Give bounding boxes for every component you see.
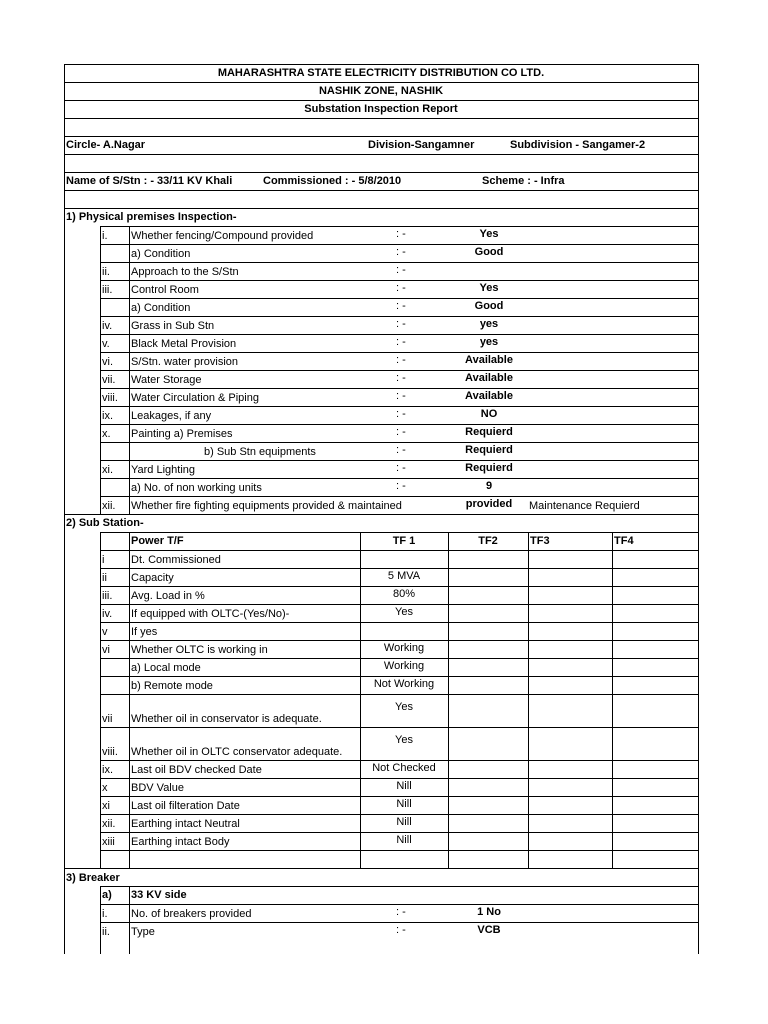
item-value: Yes [479,282,499,294]
tf1-value: Nill [396,834,412,846]
row-divider [100,694,698,695]
item-number: vi [102,644,110,656]
item-value: provided [465,498,513,510]
column-divider [612,532,613,868]
division-label: Division-Sangamner [368,139,475,151]
tf1-value: Not Working [373,678,435,690]
tf1-value: Working [383,642,425,654]
item-label: Type [131,926,155,938]
item-number: xiii [102,836,115,848]
item-label: If yes [131,626,158,638]
tf2-header: TF2 [478,535,498,547]
item-label: Grass in Sub Stn [131,320,215,332]
item-label: Earthing intact Neutral [131,818,240,830]
tf3-header: TF3 [530,535,550,547]
column-divider [100,532,101,868]
subdivision-label: Subdivision - Sangamer-2 [510,139,646,151]
tf-header-label: Power T/F [131,535,184,547]
separator: : - [396,228,406,240]
scheme-label: Scheme : - Infra [482,175,565,187]
item-value: NO [480,408,498,420]
item-value: 1 No [477,906,501,918]
item-label: BDV Value [131,782,184,794]
item-number: viii. [102,392,118,404]
section3-title: 3) Breaker [66,872,120,884]
item-label: No. of breakers provided [131,908,252,920]
row-divider [64,64,698,65]
item-value: Good [474,246,504,258]
item-remark: Maintenance Requierd [529,500,640,512]
report-title: Substation Inspection Report [304,103,458,115]
item-label: Water Storage [131,374,202,386]
tf1-value: Yes [395,734,413,746]
item-value: Good [474,300,504,312]
item-number: ii [102,572,107,584]
item-number: vii. [102,374,116,386]
row-divider [100,550,698,551]
tf1-value: Yes [395,606,413,618]
item-value: VCB [477,924,501,936]
row-divider [64,208,698,209]
item-label: Whether fencing/Compound provided [131,230,314,242]
item-label: Whether oil in conservator is adequate. [131,713,322,725]
item-value: Requierd [465,462,513,474]
item-number: iii. [102,284,113,296]
company-title: MAHARASHTRA STATE ELECTRICITY DISTRIBUTION CO LTD. [217,67,545,79]
separator: : - [396,444,406,456]
item-number: i [102,554,105,566]
separator: : - [396,408,406,420]
tf1-value: 5 MVA [387,570,421,582]
item-label: a) Local mode [131,662,201,674]
row-divider [100,886,698,887]
column-divider [528,532,529,868]
item-number: v. [102,338,110,350]
item-label: Yard Lighting [131,464,196,476]
row-divider [100,727,698,728]
item-number: x [102,782,108,794]
zone-title: NASHIK ZONE, NASHIK [318,85,444,97]
item-label: Whether OLTC is working in [131,644,268,656]
item-number: iii. [102,590,113,602]
row-divider [64,172,698,173]
item-label: Last oil BDV checked Date [131,764,262,776]
item-label: If equipped with OLTC-(Yes/No)- [131,608,290,620]
tf1-value: Nill [396,816,412,828]
item-value: yes [479,336,499,348]
column-divider [360,532,361,868]
item-number: ii. [102,266,110,278]
column-divider [64,64,65,954]
item-label: Painting a) Premises [131,428,233,440]
item-number: ii. [102,926,110,938]
section2-title: 2) Sub Station- [66,517,144,529]
section1-title: 1) Physical premises Inspection- [66,211,237,223]
item-number: iv. [102,320,113,332]
item-value: Requierd [465,426,513,438]
tf1-value: Nill [396,780,412,792]
item-number: i. [102,908,108,920]
column-divider [100,886,101,954]
tf1-value: Working [383,660,425,672]
item-label: a) No. of non working units [131,482,262,494]
tf1-value: 80% [392,588,416,600]
item-number: xi [102,800,110,812]
item-label: Dt. Commissioned [131,554,221,566]
item-number: ix. [102,410,113,422]
tf1-value: Nill [396,798,412,810]
item-number: iv. [102,608,113,620]
item-value: Requierd [465,444,513,456]
separator: : - [396,906,406,918]
item-label: Whether fire fighting equipments provided & maintained [131,500,402,512]
item-label: b) Remote mode [131,680,213,692]
column-divider [448,532,449,868]
separator: : - [396,372,406,384]
item-number: viii. [102,746,118,758]
commissioned-date: Commissioned : - 5/8/2010 [263,175,402,187]
column-divider [129,886,130,954]
row-divider [64,100,698,101]
row-divider [64,82,698,83]
separator: : - [396,282,406,294]
separator: : - [396,390,406,402]
row-divider [100,622,698,623]
column-divider [100,226,101,514]
row-divider [100,532,698,533]
item-label: Approach to the S/Stn [131,266,239,278]
separator: : - [396,426,406,438]
item-number: vi. [102,356,113,368]
item-value: yes [479,318,499,330]
item-label: Earthing intact Body [131,836,230,848]
item-number: xii. [102,818,116,830]
circle-label: Circle- A.Nagar [66,139,146,151]
item-label: Last oil filteration Date [131,800,240,812]
tf1-header: TF 1 [392,535,416,547]
separator: : - [396,462,406,474]
separator: : - [396,480,406,492]
item-label: Water Circulation & Piping [131,392,259,404]
separator: : - [396,924,406,936]
substation-name: Name of S/Stn : - 33/11 KV Khali [66,175,233,187]
item-label: S/Stn. water provision [131,356,238,368]
row-divider [100,850,698,851]
separator: : - [396,300,406,312]
inspection-report-sheet [64,64,698,954]
row-divider [64,118,698,119]
item-number: ix. [102,764,113,776]
item-label: Capacity [131,572,174,584]
row-divider [64,136,698,137]
item-label: Avg. Load in % [131,590,205,602]
separator: : - [396,246,406,258]
row-divider [64,868,698,869]
item-label: Whether oil in OLTC conservator adequate. [131,746,343,758]
item-value: 9 [485,480,493,492]
item-value: Available [465,372,513,384]
item-number: xi. [102,464,113,476]
item-value: Yes [479,228,499,240]
item-number: v [102,626,108,638]
column-divider [129,532,130,868]
separator: : - [396,336,406,348]
subsection-number: a) [102,889,112,901]
row-divider [64,190,698,191]
item-number: xii. [102,500,116,512]
item-number: x. [102,428,111,440]
item-label: a) Condition [131,248,191,260]
item-number: vii [102,713,113,725]
row-divider [64,154,698,155]
item-label: Control Room [131,284,199,296]
item-label: b) Sub Stn equipments [204,446,316,458]
item-label: Leakages, if any [131,410,212,422]
item-number: i. [102,230,108,242]
column-divider [698,64,699,954]
item-label: a) Condition [131,302,191,314]
row-divider [64,514,698,515]
item-label: Black Metal Provision [131,338,237,350]
separator: : - [396,318,406,330]
row-divider [100,496,698,497]
tf1-value: Yes [395,701,413,713]
separator: : - [396,354,406,366]
tf4-header: TF4 [614,535,634,547]
tf1-value: Not Checked [372,762,436,774]
separator: : - [396,264,406,276]
subsection-title: 33 KV side [131,889,187,901]
column-divider [129,226,130,514]
item-value: Available [465,390,513,402]
item-value: Available [465,354,513,366]
